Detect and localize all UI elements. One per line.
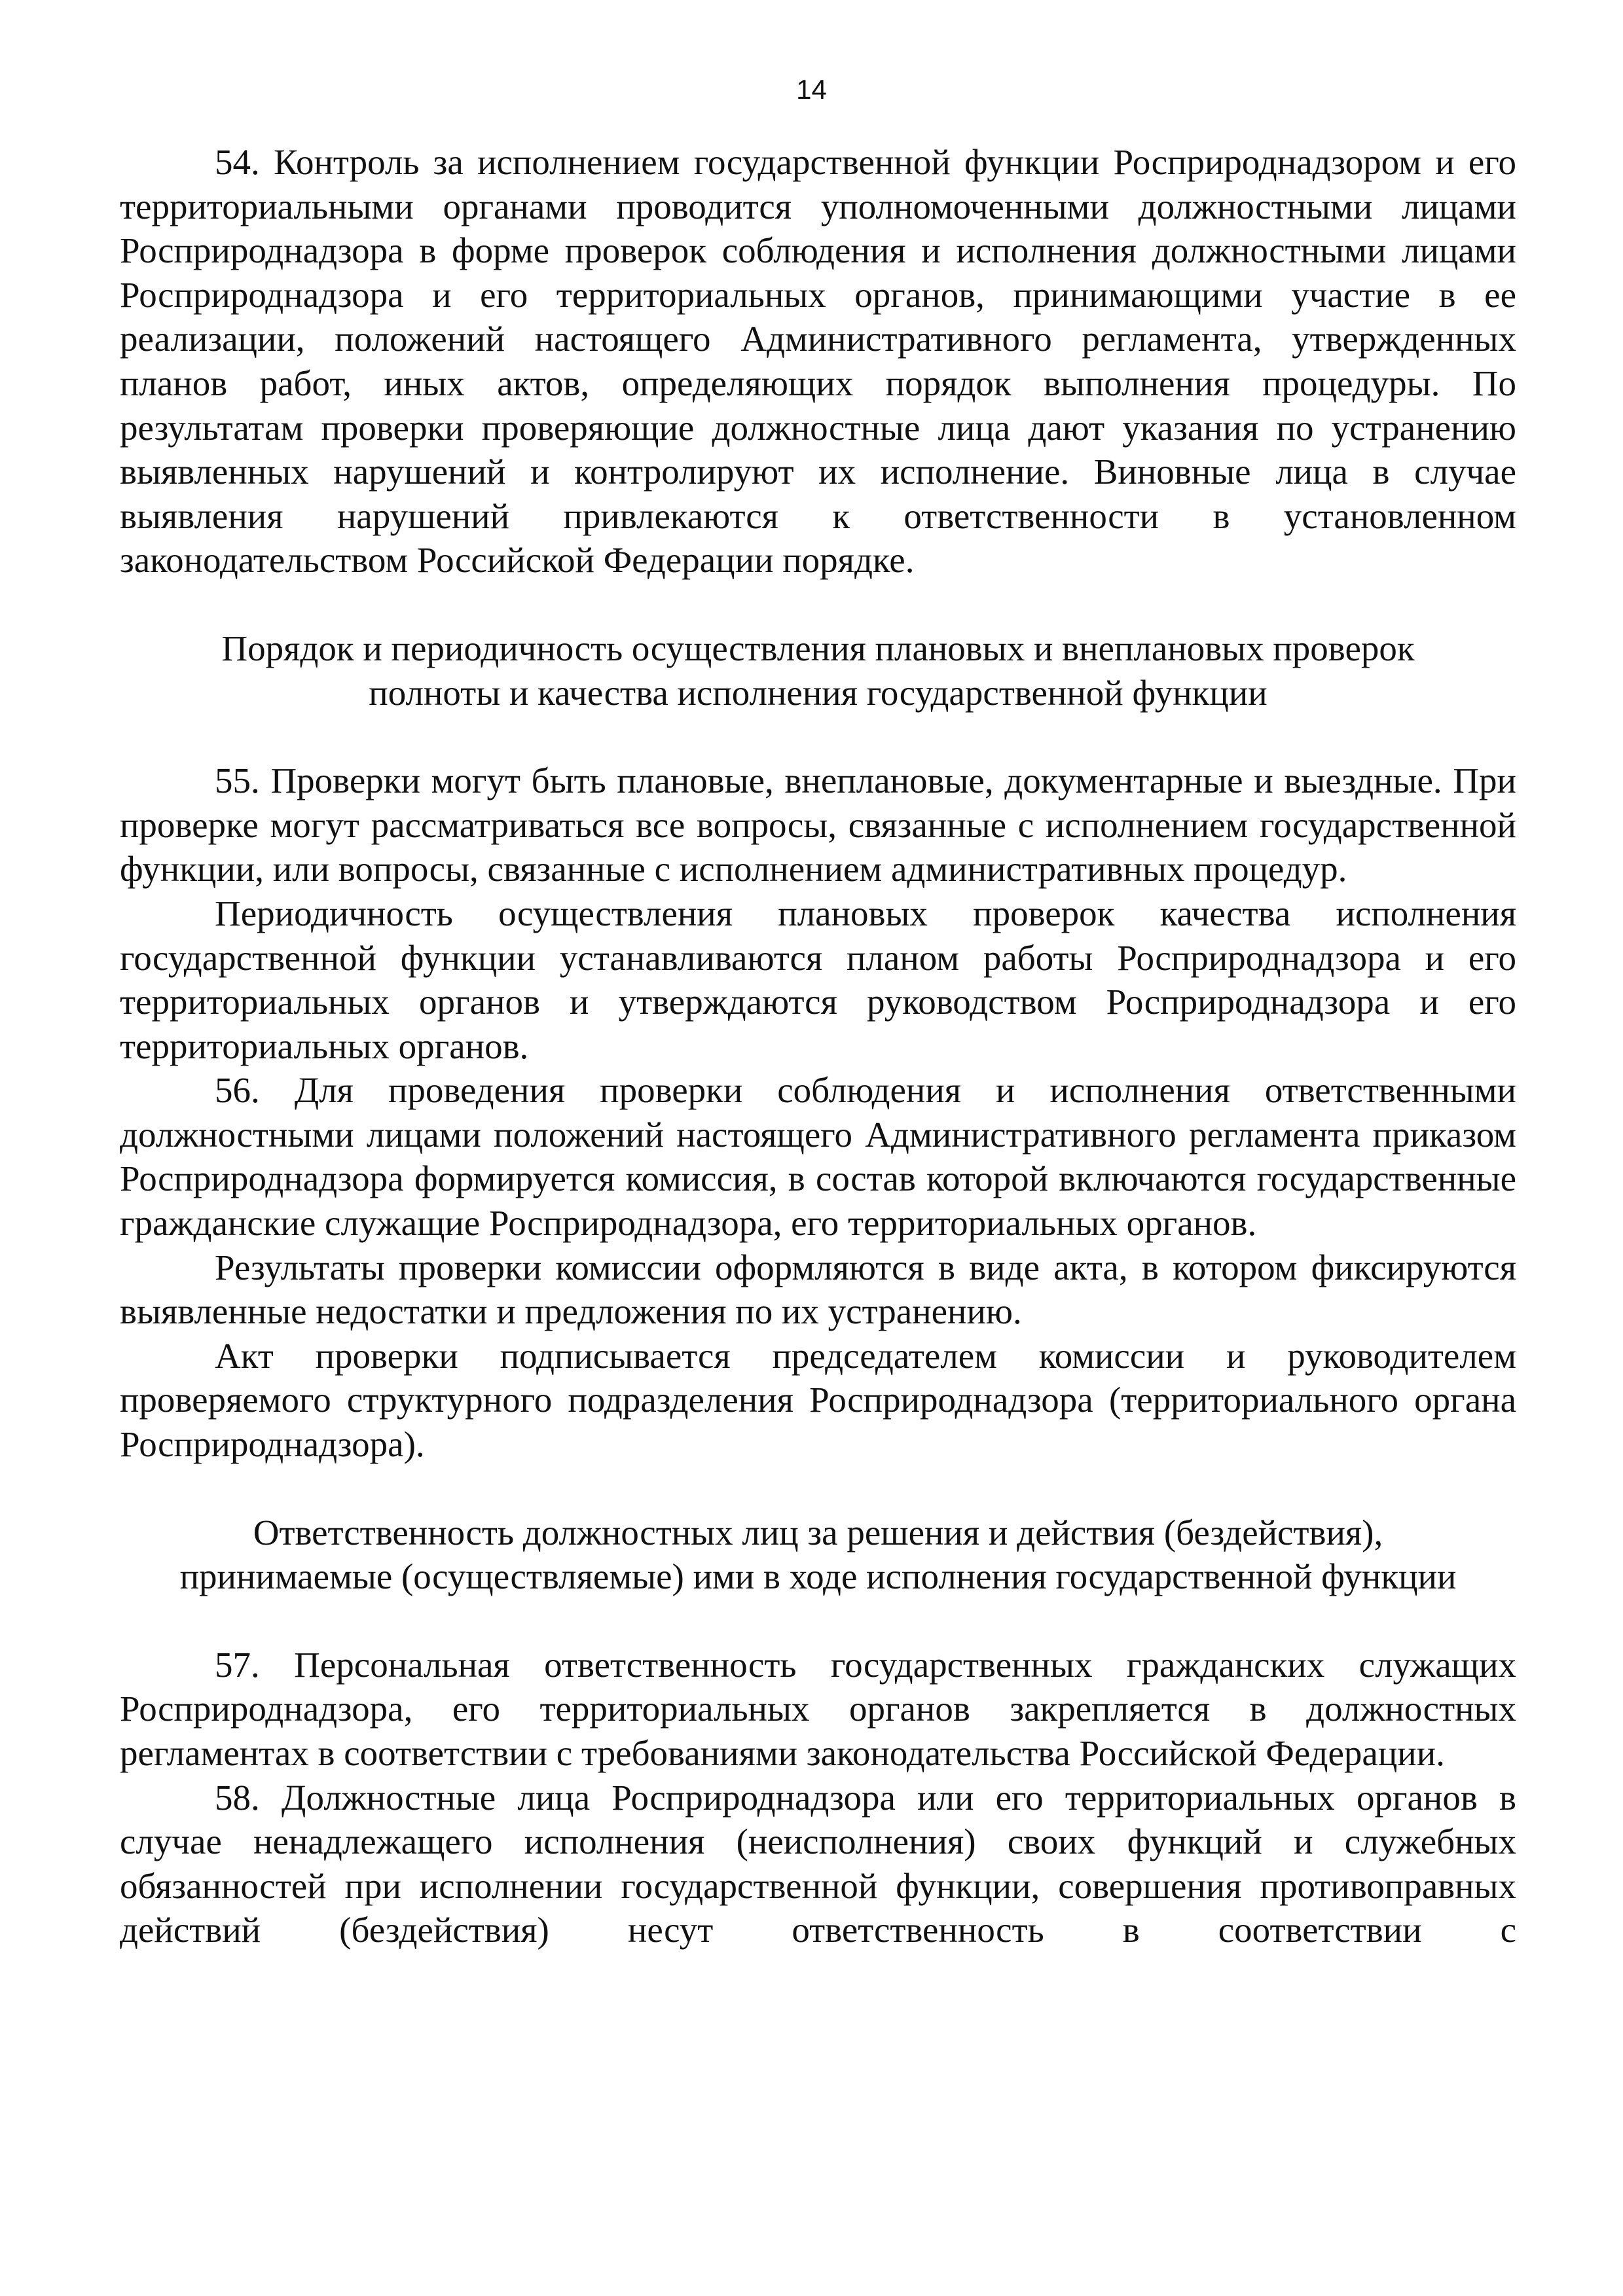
paragraph-54: 54. Контроль за исполнением государственной функции Росприроднадзором и его территориальными органами проводится уполномоченными должностными лицами Росприроднадзора в форме проверок соблюдения и исполнения должностными лицами Росприроднадзора и его территориальных органов, принимающими участие в ее реализации, положений настоящего Административного регламента, утвержденных планов работ, иных актов, определяющих порядок выполнения процедуры. По результатам проверки проверяющие должностные лица дают указания по устранению выявленных нарушений и контролируют их исполнение. Виновные лица в случае выявления нарушений привлекаются к ответственности в установленном законодательством Российской Федерации порядке. [120, 142, 1516, 581]
paragraph-56-results: Результаты проверки комиссии оформляются в виде акта, в котором фиксируются выявленные недостатки и предложения по их устранению. [120, 1247, 1516, 1332]
paragraph-55: 55. Проверки могут быть плановые, внеплановые, документарные и выездные. При проверке могут рассматриваться все вопросы, связанные с исполнением государственной функции, или вопросы, связанные с исполнением административных процедур. [120, 761, 1516, 889]
section-heading-responsibility-line-1: Ответственность должностных лиц за решения и действия (бездействия), [253, 1512, 1383, 1552]
paragraph-56: 56. Для проведения проверки соблюдения и исполнения ответственными должностными лицами положений настоящего Административного регламента приказом Росприроднадзора формируется комиссия, в состав которой включаются государственные гражданские служащие Росприроднадзора, его территориальных органов. [120, 1070, 1516, 1244]
section-heading-responsibility-line-2: принимаемые (осуществляемые) ими в ходе исполнения государственной функции [179, 1556, 1457, 1597]
paragraph-56-act: Акт проверки подписывается председателем комиссии и руководителем проверяемого структурного подразделения Росприроднадзора (территориального органа Росприроднадзора). [120, 1335, 1516, 1465]
section-heading-inspections-line-2: полноты и качества исполнения государственной функции [369, 672, 1267, 713]
section-heading-inspections-line-1: Порядок и периодичность осуществления плановых и внеплановых проверок [221, 628, 1415, 668]
section-heading-responsibility [120, 1511, 1516, 1599]
paragraph-57: 57. Персональная ответственность государственных гражданских служащих Росприроднадзора, его территориальных органов закрепляется в должностных регламентах в соответствии с требованиями законодательства Российской Федерации. [120, 1644, 1516, 1773]
paragraph-55-periodicity: Периодичность осуществления плановых проверок качества исполнения государственной функции устанавливаются планом работы Росприроднадзора и его территориальных органов и утверждаются руководством Росприроднадзора и его территориальных органов. [120, 893, 1516, 1066]
section-heading-inspections [120, 626, 1516, 715]
document-body [120, 140, 1516, 1952]
page-number: 14 [796, 74, 827, 105]
paragraph-58: 58. Должностные лица Росприроднадзора или его территориальных органов в случае ненадлежащего исполнения (неисполнения) своих функций и служебных обязанностей при исполнении государственной функции, совершения противоправных действий (бездействия) несут ответственность в соответствии с [120, 1777, 1516, 1950]
